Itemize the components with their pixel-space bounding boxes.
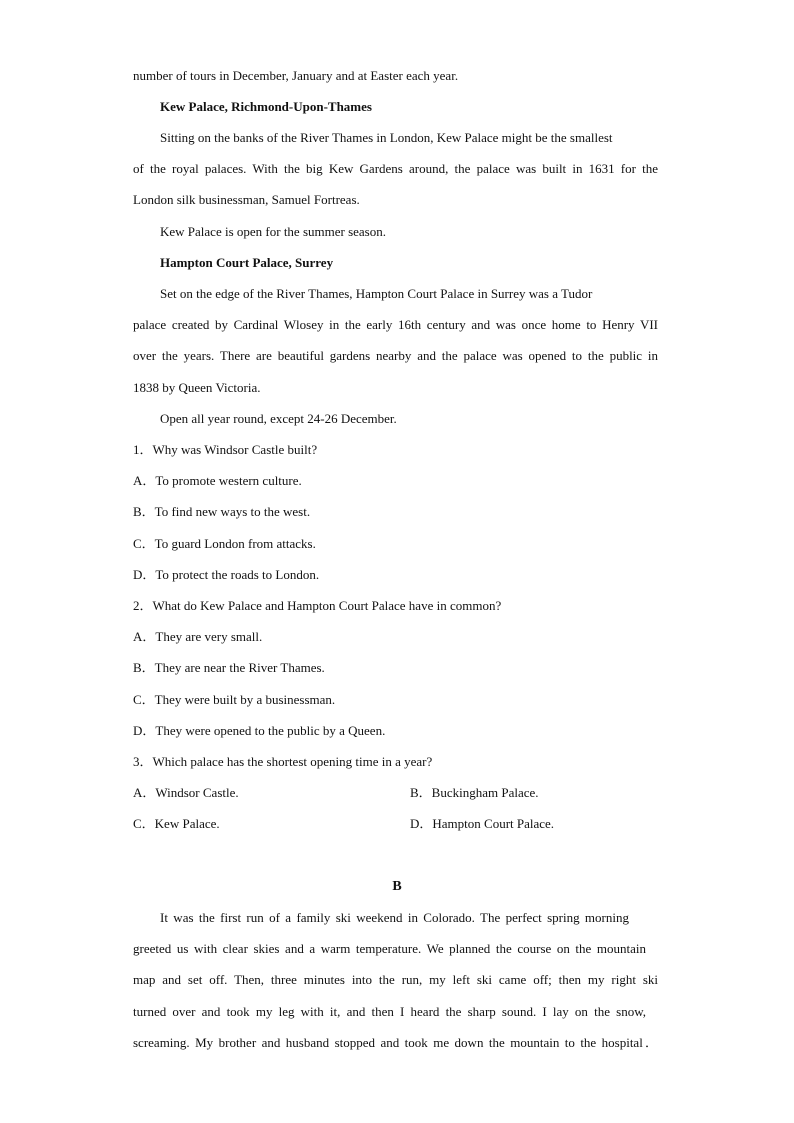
question-1-option-c: C．To guard London from attacks. <box>133 536 316 551</box>
question-1-option-a: A．To promote western culture. <box>133 473 302 488</box>
question-1-option-b: B．To find new ways to the west. <box>133 504 311 519</box>
paragraph-line: 1838 by Queen Victoria. <box>133 380 261 395</box>
question-3-option-d: D．Hampton Court Palace. <box>410 816 555 831</box>
question-3-stem: 3．Which palace has the shortest opening time in a year? <box>133 754 433 769</box>
paragraph-line: screaming. My brother and husband stopped and took me down the mountain to the hospital． <box>133 1035 658 1050</box>
kew-palace-heading: Kew Palace, Richmond-Upon-Thames <box>160 99 372 114</box>
question-2-option-a: A．They are very small. <box>133 629 263 644</box>
paragraph-line: London silk businessman, Samuel Fortreas. <box>133 192 360 207</box>
question-3-option-c: C．Kew Palace. <box>133 816 220 831</box>
paragraph-line: It was the first run of a family ski weekend in Colorado. The perfect spring morning <box>160 910 629 925</box>
passage-b-heading: B <box>392 879 402 894</box>
question-1-stem: 1．Why was Windsor Castle built? <box>133 442 318 457</box>
paragraph-line: Set on the edge of the River Thames, Hampton Court Palace in Surrey was a Tudor <box>160 286 593 301</box>
paragraph-line: Sitting on the banks of the River Thames in London, Kew Palace might be the smallest <box>160 130 613 145</box>
question-3-option-b: B．Buckingham Palace. <box>410 785 539 800</box>
question-1-option-d: D．To protect the roads to London. <box>133 567 320 582</box>
question-2-stem: 2．What do Kew Palace and Hampton Court Palace have in common? <box>133 598 502 613</box>
paragraph-line: map and set off. Then, three minutes into the run, my left ski came off; then my right ski <box>133 972 658 987</box>
kew-opening-line: Kew Palace is open for the summer season. <box>160 224 386 239</box>
paragraph-line: turned over and took my leg with it, and then I heard the sharp sound. I lay on the snow, <box>133 1004 646 1019</box>
hampton-opening-line: Open all year round, except 24-26 December. <box>160 411 397 426</box>
question-2-option-d: D．They were opened to the public by a Queen. <box>133 723 386 738</box>
paragraph-line: over the years. There are beautiful gardens nearby and the palace was opened to the public in <box>133 348 658 363</box>
question-2-option-c: C．They were built by a businessman. <box>133 692 336 707</box>
question-3-option-a: A．Windsor Castle. <box>133 785 239 800</box>
question-2-option-b: B．They are near the River Thames. <box>133 660 325 675</box>
paragraph-line: palace created by Cardinal Wlosey in the early 16th century and was once home to Henry VII <box>133 317 658 332</box>
paragraph-line: greeted us with clear skies and a warm temperature. We planned the course on the mountain <box>133 941 646 956</box>
paragraph-line: number of tours in December, January and at Easter each year. <box>133 68 459 83</box>
paragraph-line: of the royal palaces. With the big Kew Gardens around, the palace was built in 1631 for the <box>133 161 658 176</box>
hampton-court-heading: Hampton Court Palace, Surrey <box>160 255 334 270</box>
